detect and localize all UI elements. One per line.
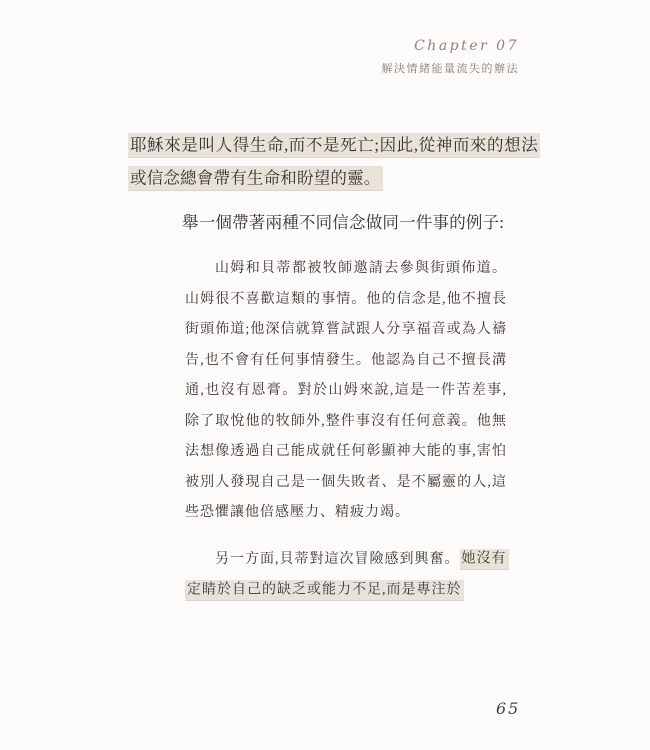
highlighted-paragraph-text: 耶穌來是叫人得生命,而不是死亡;因此,從神而來的想法或信念總會帶有生命和盼望的靈。 bbox=[128, 133, 540, 190]
story-paragraph-2-highlighted: 她沒有定睛於自己的缺乏或能力不足,而是專注於 bbox=[185, 549, 509, 600]
page-number: 65 bbox=[496, 699, 521, 718]
highlighted-paragraph bbox=[128, 128, 540, 194]
story-block bbox=[185, 254, 507, 606]
story-paragraph-2 bbox=[185, 545, 507, 606]
story-paragraph-1: 山姆和貝蒂都被牧師邀請去參與街頭佈道。山姆很不喜歡這類的事情。他的信念是,他不擅長街頭佈道;他深信就算嘗試跟人分享福音或為人禱告,也不會有任何事情發生。他認為自己不擅長溝通,也沒有恩膏。對於山姆來說,這是一件苦差事,除了取悅他的牧師外,整件事沒有任何意義。他無法想像透過自己能成就任何彰顯神大能的事,害怕被別人發現自己是一個失敗者、是不屬靈的人,這些恐懼讓他倍感壓力、精疲力竭。 bbox=[185, 261, 507, 520]
intro-line: 舉一個帶著兩種不同信念做同一件事的例子: bbox=[182, 213, 505, 232]
page-header bbox=[382, 38, 520, 76]
chapter-title: 解決情緒能量流失的辦法 bbox=[381, 63, 519, 75]
page-content bbox=[128, 128, 540, 606]
chapter-label: Chapter 07 bbox=[414, 38, 519, 54]
story-paragraph-2-plain: 另一方面,貝蒂對這次冒險感到興奮。 bbox=[215, 551, 460, 567]
